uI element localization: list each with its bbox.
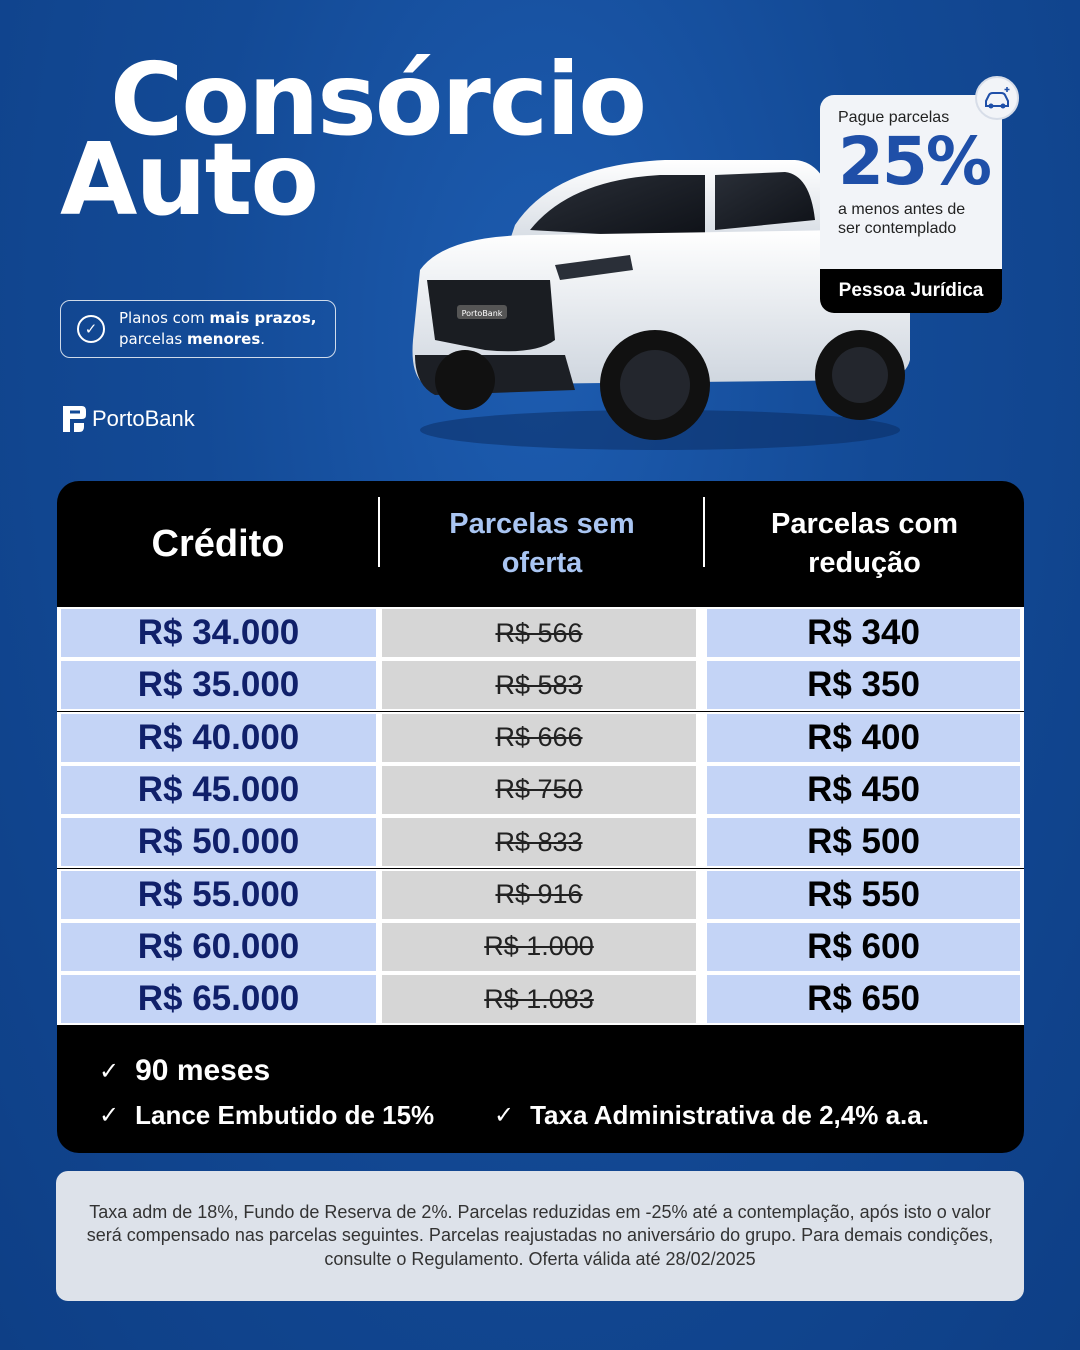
badge-description: a menos antes de ser contemplado xyxy=(838,201,966,238)
badge-top-text: Pague parcelas xyxy=(838,109,950,126)
checkmark-icon: ✓ xyxy=(99,1102,120,1129)
new-price-cell: R$ 500 xyxy=(707,818,1020,866)
header-reduced-text: Parcelas com redução xyxy=(770,507,958,579)
badge-footer: Pessoa Jurídica xyxy=(820,269,1002,313)
plans-text-mid: parcelas xyxy=(119,330,187,348)
new-price-cell: R$ 600 xyxy=(707,923,1020,971)
plans-text-prefix: Planos com xyxy=(119,309,210,327)
old-price-cell: R$ 833 xyxy=(382,818,696,866)
header-no-offer xyxy=(379,481,705,607)
header-no-offer-text: Parcelas sem oferta xyxy=(449,507,635,579)
table-row xyxy=(57,869,1024,921)
feature-bid xyxy=(99,1100,434,1131)
portobank-logo xyxy=(60,403,195,435)
plans-text-suffix: . xyxy=(260,330,266,348)
plans-text xyxy=(119,308,316,350)
table-row xyxy=(57,659,1024,711)
credit-cell: R$ 35.000 xyxy=(61,661,376,709)
old-price-cell: R$ 566 xyxy=(382,609,696,657)
new-price-cell: R$ 550 xyxy=(707,871,1020,919)
old-price-cell: R$ 1.000 xyxy=(382,923,696,971)
new-price-cell: R$ 350 xyxy=(707,661,1020,709)
old-price-cell: R$ 1.083 xyxy=(382,975,696,1023)
new-price-cell: R$ 650 xyxy=(707,975,1020,1023)
new-price-cell: R$ 340 xyxy=(707,609,1020,657)
discount-badge xyxy=(820,95,1002,313)
old-price-cell: R$ 666 xyxy=(382,714,696,762)
old-price-cell: R$ 750 xyxy=(382,766,696,814)
table-row xyxy=(57,607,1024,659)
table-row xyxy=(57,921,1024,973)
credit-cell: R$ 40.000 xyxy=(61,714,376,762)
feature-bid-text: Lance Embutido de 15% xyxy=(135,1100,435,1130)
feature-term-text: 90 meses xyxy=(135,1054,271,1087)
brand-name: PortoBank xyxy=(92,406,195,431)
portobank-logo-icon xyxy=(60,403,88,435)
check-circle-icon: ✓ xyxy=(77,315,105,343)
header-credit: Crédito xyxy=(151,522,285,565)
credit-cell: R$ 55.000 xyxy=(61,871,376,919)
feature-admin-rate-text: Taxa Administrativa de 2,4% a.a. xyxy=(530,1100,929,1130)
old-price-cell: R$ 916 xyxy=(382,871,696,919)
page-title-line2: Auto xyxy=(60,121,318,238)
page-title-line1: Consórcio xyxy=(110,41,646,158)
checkmark-icon: ✓ xyxy=(99,1057,120,1085)
credit-cell: R$ 45.000 xyxy=(61,766,376,814)
new-price-cell: R$ 400 xyxy=(707,714,1020,762)
plate-text: PortoBank xyxy=(461,309,503,318)
disclaimer-box xyxy=(56,1171,1024,1301)
feature-admin-rate xyxy=(494,1100,929,1131)
header-reduced xyxy=(705,481,1024,607)
car-sparkle-icon xyxy=(975,76,1019,120)
table-row xyxy=(57,816,1024,868)
disclaimer-text: Taxa adm de 18%, Fundo de Reserva de 2%. Parcelas reduzidas em -25% até a contemplação, após isto o valor será compensado nas parcelas seguintes. Parcelas reajustadas no aniversário do grupo. Para demais condições, consulte o Regulamento. Oferta válida até 28/02/2025 xyxy=(86,1202,994,1269)
plans-text-bold1: mais prazos, xyxy=(209,309,317,327)
badge-percent: 25% xyxy=(838,123,990,200)
credit-cell: R$ 65.000 xyxy=(61,975,376,1023)
credit-cell: R$ 60.000 xyxy=(61,923,376,971)
plans-info-box xyxy=(60,300,336,358)
old-price-cell: R$ 583 xyxy=(382,661,696,709)
table-row xyxy=(57,764,1024,816)
price-table xyxy=(57,481,1024,1153)
table-row xyxy=(57,973,1024,1025)
credit-cell: R$ 50.000 xyxy=(61,818,376,866)
feature-term xyxy=(99,1054,270,1088)
table-header xyxy=(57,481,1024,607)
new-price-cell: R$ 450 xyxy=(707,766,1020,814)
credit-cell: R$ 34.000 xyxy=(61,609,376,657)
table-row xyxy=(57,712,1024,764)
plans-text-bold2: menores xyxy=(186,330,261,348)
checkmark-icon: ✓ xyxy=(494,1102,515,1129)
